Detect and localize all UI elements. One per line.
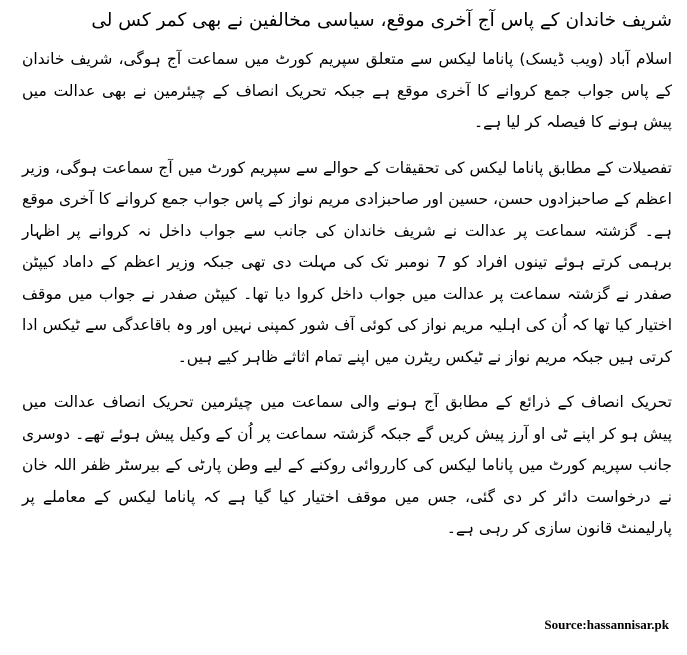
article-paragraph-1: اسلام آباد (ویب ڈیسک) پاناما لیکس سے متعلق سپریم کورٹ میں سماعت آج ہوگی، شریف خاندان کے پاس جواب جمع کروانے کا آخری موقع ہے جبکہ تحریک انصاف کے چیئرمین نے بھی عدالت میں پیش ہونے کا فیصلہ کر لیا ہے۔ (22, 50, 672, 131)
source-credit: Source:hassannisar.pk (544, 617, 669, 632)
article-paragraph-3: تحریک انصاف کے ذرائع کے مطابق آج ہونے والی سماعت میں چیئرمین تحریک انصاف عدالت میں پیش ہو کر اپنے ٹی او آرز پیش کریں گے جبکہ گزشتہ سماعت پر اُن کے وکیل پیش ہوئے تھے۔ دوسری جانب سپریم کورٹ میں پاناما لیکس کی کارروائی روکنے کے لیے وطن پارٹی کے بیرسٹر ظفر اللہ خان نے درخواست دائر کر دی گئی، جس میں موقف اختیار کیا گیا ہے کہ پاناما لیکس کے معاملے پر پارلیمنٹ قانون سازی کر رہی ہے۔ (22, 393, 672, 537)
news-article (22, 6, 672, 559)
article-paragraph-2: تفصیلات کے مطابق پاناما لیکس کی تحقیقات کے حوالے سے سپریم کورٹ میں آج سماعت ہوگی، وزیر اعظم کے صاحبزادوں حسن، حسین اور صاحبزادی مریم نواز کے پاس جواب جمع کروانے کا آخری موقع ہے۔ گزشتہ سماعت پر عدالت نے شریف خاندان کی جانب سے جواب داخل نہ کروانے پر اظہار برہمی کرتے ہوئے تینوں افراد کو 7 نومبر تک کی مہلت دی تھی جبکہ وزیر اعظم کے داماد کیپٹن صفدر نے گزشتہ سماعت پر عدالت میں جواب داخل کروا دیا تھا۔ کیپٹن صفدر نے جواب میں موقف اختیار کیا تھا کہ اُن کی اہلیہ مریم نواز کی کوئی آف شور کمپنی نہیں اور وہ باقاعدگی سے ٹیکس ادا کرتی ہیں جبکہ مریم نواز نے ٹیکس ریٹرن میں اپنے تمام اثاثے ظاہر کیے ہیں۔ (22, 158, 672, 366)
article-headline: شریف خاندان کے پاس آج آخری موقع، سیاسی مخالفین نے بھی کمر کس لی (91, 10, 672, 31)
